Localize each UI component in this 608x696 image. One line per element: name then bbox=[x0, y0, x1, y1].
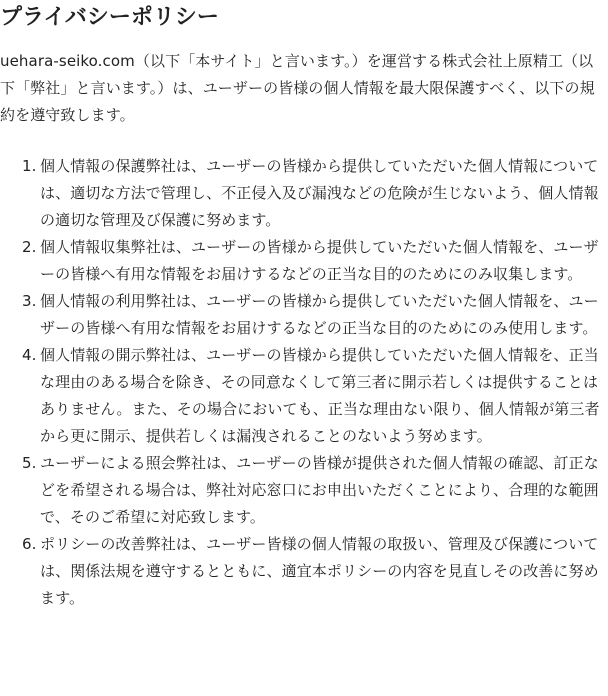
policy-list bbox=[0, 153, 600, 612]
page-title: プライバシーポリシー bbox=[0, 5, 219, 30]
list-item: ユーザーによる照会弊社は、ユーザーの皆様が提供された個人情報の確認、訂正などを希望される場合は、弊社対応窓口にお申出いただくことにより、合理的な範囲で、そのご希望に対応致します。 bbox=[40, 454, 599, 526]
list-item: 個人情報の利用弊社は、ユーザーの皆様から提供していただいた個人情報を、ユーザーの皆様へ有用な情報をお届けするなどの正当な目的のためにのみ使用します。 bbox=[40, 292, 599, 337]
intro-paragraph: uehara-seiko.com（以下「本サイト」と言います。）を運営する株式会社上原精工（以下「弊社」と言います。）は、ユーザーの皆様の個人情報を最大限保護すべく、以下の規約を遵守致します。 bbox=[0, 52, 595, 124]
list-item: 個人情報収集弊社は、ユーザーの皆様から提供していただいた個人情報を、ユーザーの皆様へ有用な情報をお届けするなどの正当な目的のためにのみ収集します。 bbox=[40, 238, 599, 283]
list-item: 個人情報の開示弊社は、ユーザーの皆様から提供していただいた個人情報を、正当な理由のある場合を除き、その同意なくして第三者に開示若しくは提供することはありません。また、その場合においても、正当な理由ない限り、個人情報が第三者から更に開示、提供若しくは漏洩されることのないよう努めます。 bbox=[40, 346, 600, 445]
list-item: ポリシーの改善弊社は、ユーザー皆様の個人情報の取扱い、管理及び保護については、関係法規を遵守するとともに、適宜本ポリシーの内容を見直しその改善に努めます。 bbox=[40, 535, 599, 607]
list-item: 個人情報の保護弊社は、ユーザーの皆様から提供していただいた個人情報については、適切な方法で管理し、不正侵入及び漏洩などの危険が生じないよう、個人情報の適切な管理及び保護に努めます。 bbox=[40, 157, 599, 229]
